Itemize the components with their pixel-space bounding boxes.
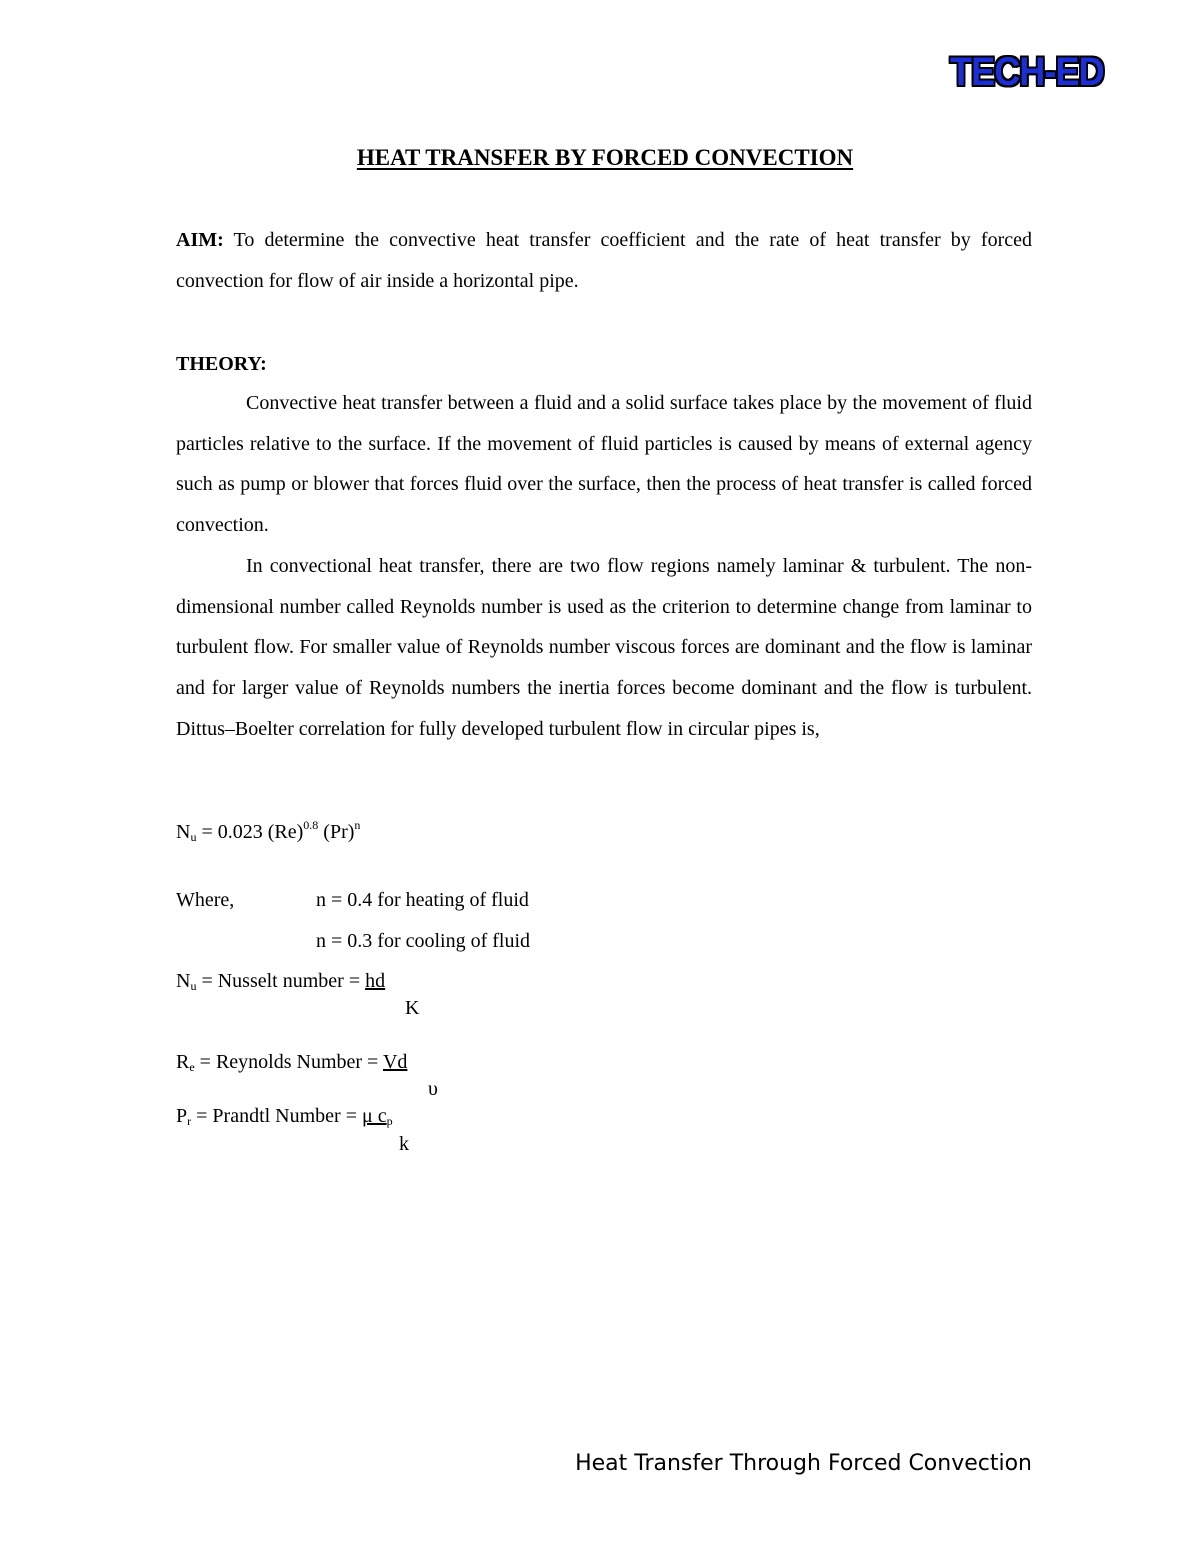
aim-paragraph (176, 220, 1032, 301)
reynolds-denominator: υ (428, 1078, 438, 1100)
page-title: HEAT TRANSFER BY FORCED CONVECTION (356, 145, 854, 170)
prandtl-definition: $P_r$ = Prandtl Number = μ $c_p$ (176, 1105, 393, 1128)
aim-label: AIM: (176, 229, 224, 251)
theory-paragraph-2: In convectional heat transfer, there are two flow regions namely laminar & turbulent. The non-dimensional number called Reynolds number is used as the criterion to determine change from laminar to turbulent flow. For smaller value of Reynolds number viscous forces are dominant and the flow is laminar and for larger value of Reynolds numbers the inertia forces become dominant and the flow is turbulent. Dittus–Boelter correlation for fully developed turbulent flow in circular pipes is, (176, 555, 1032, 740)
prandtl-numerator: μ $c_p$ (362, 1105, 393, 1128)
nusselt-numerator: hd (365, 970, 386, 992)
nusselt-definition: $N_u$ = Nusselt number = hd (176, 970, 386, 993)
reynolds-definition: $R_e$ = Reynolds Number = Vd (176, 1051, 408, 1074)
reynolds-numerator: Vd (382, 1051, 408, 1073)
prandtl-denominator: k (399, 1133, 409, 1155)
where-label: Where, (176, 889, 235, 911)
page-footer: Heat Transfer Through Forced Convection (575, 1451, 1032, 1476)
theory-paragraph-1: Convective heat transfer between a fluid and a solid surface takes place by the movement of fluid particles relative to the surface. If the movement of fluid particles is caused by means of external agency such as pump or blower that forces fluid over the surface, then the process of heat transfer is called forced convection. (176, 392, 1032, 537)
tech-ed-logo: TECH-ED (950, 50, 1104, 94)
dittus-boelter-equation: $N_u = 0.023$ $(Re)^{0.8}$ $(Pr)^n$ (176, 818, 361, 844)
theory-heading: THEORY: (176, 353, 267, 375)
aim-text: To determine the convective heat transfer coefficient and the rate of heat transfer by forced convection for flow of air inside a horizontal pipe. (176, 229, 1032, 292)
nusselt-denominator: K (405, 997, 420, 1019)
heating-exponent: n = 0.4 for heating of fluid (316, 889, 529, 911)
cooling-exponent: n = 0.3 for cooling of fluid (316, 930, 531, 952)
